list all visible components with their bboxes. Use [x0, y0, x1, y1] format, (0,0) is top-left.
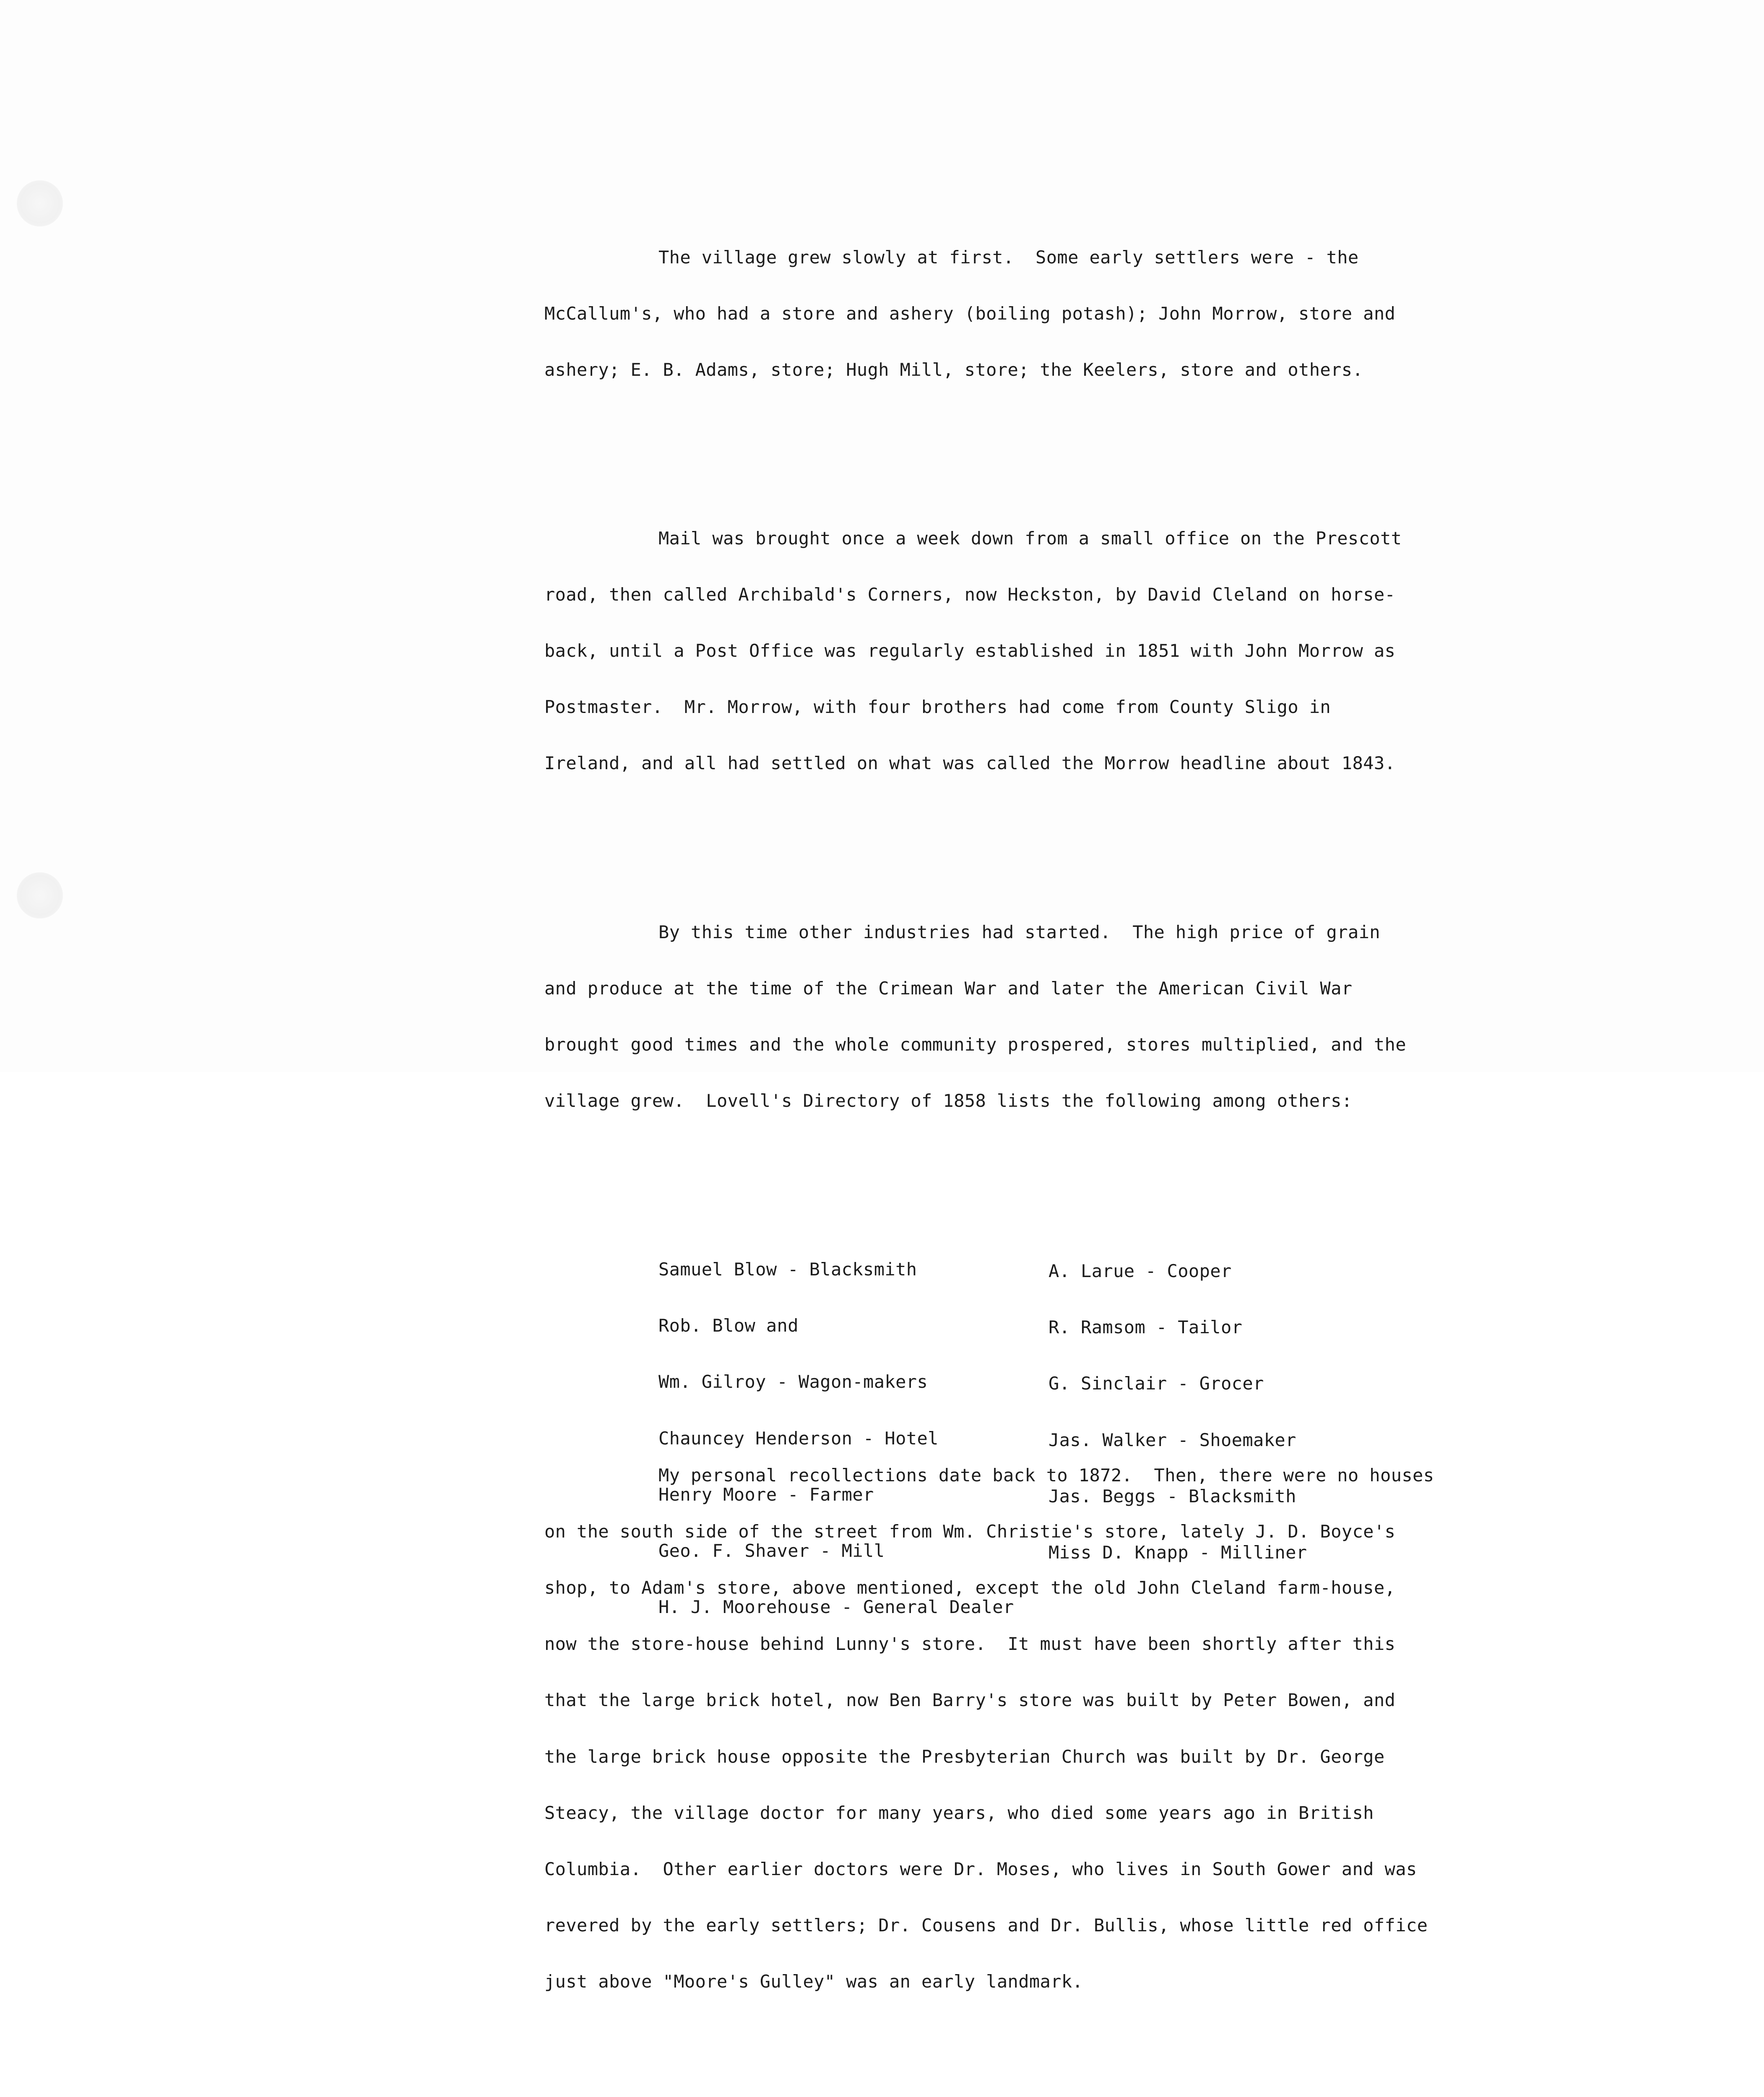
directory-entry: Henry Moore - Farmer [658, 1484, 874, 1505]
text-line: Columbia. Other earlier doctors were Dr. Moses, who lives in South Gower and was [544, 1858, 1417, 1879]
text-line: McCallum's, who had a store and ashery (boiling potash); John Morrow, store and [544, 303, 1396, 324]
directory-entry: G. Sinclair - Grocer [1049, 1373, 1264, 1394]
directory-entry: Jas. Walker - Shoemaker [1049, 1429, 1296, 1450]
text-line: ashery; E. B. Adams, store; Hugh Mill, store; the Keelers, store and others. [544, 359, 1363, 380]
paragraph-mail [544, 492, 1484, 811]
directory-entry: Geo. F. Shaver - Mill [658, 1540, 885, 1561]
text-line: village grew. Lovell's Directory of 1858 lists the following among others: [544, 1090, 1353, 1111]
paragraph-early-settlers [544, 211, 1484, 417]
text-line: that the large brick hotel, now Ben Barry's store was built by Peter Bowen, and [544, 1690, 1396, 1711]
text-line: shop, to Adam's store, above mentioned, except the old John Cleland farm-house, [544, 1577, 1396, 1598]
directory-entry: A. Larue - Cooper [1049, 1261, 1232, 1282]
text-line: Steacy, the village doctor for many years, who died some years ago in British [544, 1802, 1374, 1823]
directory-entry: Wm. Gilroy - Wagon-makers [658, 1371, 928, 1392]
directory-entry: Rob. Blow and [658, 1315, 799, 1336]
directory-entry: H. J. Moorehouse - General Dealer [658, 1596, 1014, 1617]
punch-hole-top [17, 180, 63, 226]
directory-entry: Jas. Beggs - Blacksmith [1049, 1486, 1296, 1506]
text-line: now the store-house behind Lunny's store. It must have been shortly after this [544, 1634, 1396, 1655]
text-line: on the south side of the street from Wm. Christie's store, lately J. D. Boyce's [544, 1521, 1396, 1542]
directory-entry: R. Ramsom - Tailor [1049, 1317, 1243, 1338]
paragraph-industries [544, 885, 1484, 1148]
text-line: Mail was brought once a week down from a small office on the Prescott [658, 528, 1402, 549]
text-line: The village grew slowly at first. Some early settlers were - the [658, 247, 1359, 268]
text-line: By this time other industries had started. The high price of grain [658, 921, 1380, 942]
directory-entry: Miss D. Knapp - Milliner [1049, 1542, 1307, 1563]
text-line: the large brick house opposite the Presbyterian Church was built by Dr. George [544, 1746, 1385, 1767]
text-line: Ireland, and all had settled on what was called the Morrow headline about 1843. [544, 753, 1396, 774]
text-line: brought good times and the whole community prospered, stores multiplied, and the [544, 1034, 1406, 1055]
text-line: back, until a Post Office was regularly established in 1851 with John Morrow as [544, 640, 1396, 661]
directory-column-left [658, 1223, 1014, 1654]
text-line: Postmaster. Mr. Morrow, with four brothers had come from County Sligo in [544, 697, 1331, 718]
typed-text-body [544, 154, 1484, 2097]
text-line: My personal recollections date back to 1872. Then, there were no houses [658, 1465, 1434, 1486]
punch-hole-bottom [17, 872, 63, 918]
text-line: just above "Moore's Gulley" was an early landmark. [544, 1971, 1083, 1992]
directory-column-right [1049, 1225, 1307, 1600]
directory-entry: Chauncey Henderson - Hotel [658, 1428, 939, 1449]
directory-entry: Samuel Blow - Blacksmith [658, 1259, 917, 1280]
text-line: and produce at the time of the Crimean War and later the American Civil War [544, 978, 1353, 999]
text-line: revered by the early settlers; Dr. Cousens and Dr. Bullis, whose little red office [544, 1915, 1428, 1936]
text-line: road, then called Archibald's Corners, now Heckston, by David Cleland on horse- [544, 584, 1396, 605]
